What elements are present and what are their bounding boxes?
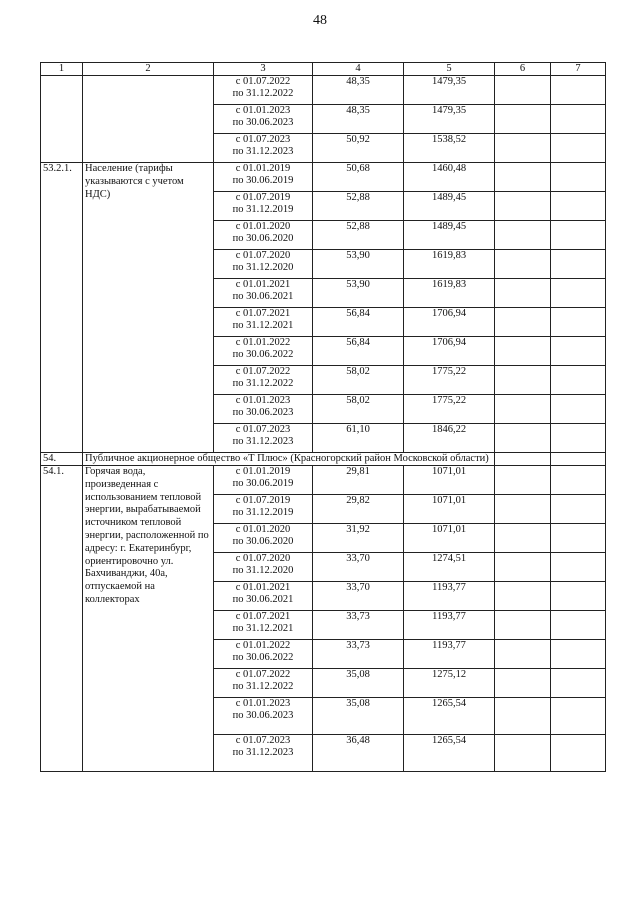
period-cell: [214, 669, 313, 698]
period-cell: [214, 553, 313, 582]
period-to: по 31.12.2020: [232, 262, 294, 273]
value-col5: 1193,77: [404, 611, 495, 640]
period-cell: [214, 611, 313, 640]
period-cell: [214, 735, 313, 772]
value-col6: [495, 466, 551, 495]
period-to: по 30.06.2019: [232, 175, 294, 186]
value-col6: [495, 524, 551, 553]
value-col6: [495, 395, 551, 424]
value-col6: [495, 698, 551, 735]
value-col4: 35,08: [313, 698, 404, 735]
value-col7: [551, 105, 606, 134]
value-col7: [551, 582, 606, 611]
value-col4: 29,81: [313, 466, 404, 495]
value-col7: [551, 735, 606, 772]
period-from: с 01.01.2019: [235, 163, 291, 174]
value-col6: [495, 553, 551, 582]
table-row: [41, 76, 606, 105]
value-col6: [495, 192, 551, 221]
value-col5: 1460,48: [404, 163, 495, 192]
value-col6: [495, 582, 551, 611]
period-cell: [214, 337, 313, 366]
value-col4: 35,08: [313, 669, 404, 698]
item-number: 54.1.: [41, 466, 83, 772]
value-col6: [495, 76, 551, 105]
period-to: по 30.06.2022: [232, 349, 294, 360]
period-cell: [214, 524, 313, 553]
value-col5: 1538,52: [404, 134, 495, 163]
period-to: по 30.06.2022: [232, 652, 294, 663]
value-col4: 33,73: [313, 611, 404, 640]
value-col4: 36,48: [313, 735, 404, 772]
table-row: [41, 466, 606, 495]
value-col4: 58,02: [313, 395, 404, 424]
value-col7: [551, 395, 606, 424]
period-from: с 01.07.2022: [235, 76, 291, 87]
period-from: с 01.01.2020: [235, 524, 291, 535]
table-row: [41, 163, 606, 192]
value-col4: 33,70: [313, 553, 404, 582]
period-to: по 31.12.2022: [232, 378, 294, 389]
period-to: по 31.12.2021: [232, 320, 294, 331]
value-col5: 1071,01: [404, 466, 495, 495]
value-col7: [551, 76, 606, 105]
value-col4: 56,84: [313, 308, 404, 337]
period-from: с 01.07.2019: [235, 495, 291, 506]
period-to: по 30.06.2021: [232, 291, 294, 302]
value-col6: [495, 221, 551, 250]
period-cell: [214, 105, 313, 134]
value-col5: 1265,54: [404, 735, 495, 772]
value-col7: [551, 553, 606, 582]
value-col5: 1846,22: [404, 424, 495, 453]
value-col7: [551, 524, 606, 553]
value-col7: [551, 424, 606, 453]
period-to: по 31.12.2023: [232, 436, 294, 447]
value-col6: [495, 611, 551, 640]
value-col4: 56,84: [313, 337, 404, 366]
period-to: по 30.06.2020: [232, 233, 294, 244]
item-name: Население (тарифы указываются с учетом НДС): [83, 163, 214, 453]
item-name: Горячая вода, произведенная с использованием тепловой энергии, вырабатываемой источником тепловой энергии, расположенной по адресу: г. Екатеринбург, ориентировочно ул. Бахчиванджи, 40а, отпускаемой на коллекторах: [83, 466, 214, 772]
item-number: 54.: [41, 453, 83, 466]
value-col6: [495, 337, 551, 366]
organization-name: Публичное акционерное общество «Т Плюс» (Красногорский район Московской области): [83, 453, 495, 466]
value-col5: 1489,45: [404, 192, 495, 221]
period-from: с 01.01.2023: [235, 395, 291, 406]
period-to: по 31.12.2021: [232, 623, 294, 634]
value-col5: 1489,45: [404, 221, 495, 250]
column-header: 7: [551, 63, 606, 76]
value-col7: [551, 453, 606, 466]
value-col7: [551, 308, 606, 337]
period-cell: [214, 308, 313, 337]
value-col5: 1775,22: [404, 366, 495, 395]
header-row: [41, 63, 606, 76]
value-col5: 1193,77: [404, 640, 495, 669]
period-from: с 01.01.2022: [235, 337, 291, 348]
period-from: с 01.01.2020: [235, 221, 291, 232]
period-cell: [214, 698, 313, 735]
period-to: по 31.12.2023: [232, 747, 294, 758]
value-col5: 1193,77: [404, 582, 495, 611]
value-col4: 53,90: [313, 250, 404, 279]
value-col5: 1619,83: [404, 250, 495, 279]
value-col4: 50,68: [313, 163, 404, 192]
period-cell: [214, 640, 313, 669]
column-header: 6: [495, 63, 551, 76]
value-col4: 31,92: [313, 524, 404, 553]
value-col4: 48,35: [313, 76, 404, 105]
period-cell: [214, 76, 313, 105]
value-col5: 1071,01: [404, 495, 495, 524]
item-number: [41, 76, 83, 163]
value-col5: 1706,94: [404, 337, 495, 366]
value-col6: [495, 366, 551, 395]
period-to: по 31.12.2019: [232, 507, 294, 518]
value-col6: [495, 640, 551, 669]
period-from: с 01.07.2022: [235, 669, 291, 680]
tariff-table: [40, 62, 606, 772]
period-cell: [214, 250, 313, 279]
period-from: с 01.07.2020: [235, 250, 291, 261]
period-from: с 01.01.2019: [235, 466, 291, 477]
value-col7: [551, 611, 606, 640]
value-col4: 61,10: [313, 424, 404, 453]
value-col7: [551, 221, 606, 250]
value-col5: 1479,35: [404, 76, 495, 105]
period-to: по 30.06.2023: [232, 710, 294, 721]
period-cell: [214, 395, 313, 424]
value-col7: [551, 698, 606, 735]
value-col6: [495, 279, 551, 308]
period-to: по 31.12.2022: [232, 681, 294, 692]
value-col5: 1071,01: [404, 524, 495, 553]
value-col4: 52,88: [313, 221, 404, 250]
organization-row: [41, 453, 606, 466]
value-col4: 48,35: [313, 105, 404, 134]
value-col7: [551, 669, 606, 698]
period-cell: [214, 221, 313, 250]
value-col6: [495, 495, 551, 524]
period-from: с 01.07.2020: [235, 553, 291, 564]
value-col4: 53,90: [313, 279, 404, 308]
value-col5: 1479,35: [404, 105, 495, 134]
period-to: по 31.12.2023: [232, 146, 294, 157]
value-col5: 1275,12: [404, 669, 495, 698]
value-col7: [551, 640, 606, 669]
value-col6: [495, 308, 551, 337]
period-from: с 01.01.2022: [235, 640, 291, 651]
period-from: с 01.07.2023: [235, 134, 291, 145]
value-col4: 58,02: [313, 366, 404, 395]
period-cell: [214, 466, 313, 495]
item-name: [83, 76, 214, 163]
period-to: по 31.12.2022: [232, 88, 294, 99]
period-cell: [214, 163, 313, 192]
period-to: по 31.12.2019: [232, 204, 294, 215]
period-cell: [214, 582, 313, 611]
period-from: с 01.07.2023: [235, 424, 291, 435]
value-col7: [551, 192, 606, 221]
period-from: с 01.07.2022: [235, 366, 291, 377]
column-header: 2: [83, 63, 214, 76]
period-from: с 01.07.2019: [235, 192, 291, 203]
value-col7: [551, 495, 606, 524]
value-col6: [495, 424, 551, 453]
value-col6: [495, 453, 551, 466]
period-cell: [214, 366, 313, 395]
value-col5: 1775,22: [404, 395, 495, 424]
value-col5: 1265,54: [404, 698, 495, 735]
value-col6: [495, 669, 551, 698]
column-header: 3: [214, 63, 313, 76]
period-from: с 01.01.2023: [235, 698, 291, 709]
column-header: 5: [404, 63, 495, 76]
value-col4: 33,73: [313, 640, 404, 669]
period-to: по 30.06.2021: [232, 594, 294, 605]
period-cell: [214, 134, 313, 163]
value-col7: [551, 279, 606, 308]
item-number: 53.2.1.: [41, 163, 83, 453]
period-to: по 30.06.2023: [232, 117, 294, 128]
value-col6: [495, 134, 551, 163]
period-from: с 01.01.2021: [235, 279, 291, 290]
value-col5: 1706,94: [404, 308, 495, 337]
value-col4: 29,82: [313, 495, 404, 524]
value-col7: [551, 466, 606, 495]
period-to: по 30.06.2020: [232, 536, 294, 547]
value-col7: [551, 337, 606, 366]
value-col5: 1619,83: [404, 279, 495, 308]
column-header: 1: [41, 63, 83, 76]
period-cell: [214, 424, 313, 453]
period-from: с 01.07.2023: [235, 735, 291, 746]
value-col4: 52,88: [313, 192, 404, 221]
value-col6: [495, 163, 551, 192]
period-cell: [214, 279, 313, 308]
period-cell: [214, 495, 313, 524]
period-to: по 30.06.2023: [232, 407, 294, 418]
period-from: с 01.07.2021: [235, 308, 291, 319]
value-col4: 50,92: [313, 134, 404, 163]
value-col7: [551, 163, 606, 192]
value-col6: [495, 105, 551, 134]
table-body: [41, 76, 606, 772]
period-from: с 01.01.2023: [235, 105, 291, 116]
period-from: с 01.01.2021: [235, 582, 291, 593]
period-from: с 01.07.2021: [235, 611, 291, 622]
value-col6: [495, 735, 551, 772]
period-to: по 31.12.2020: [232, 565, 294, 576]
column-header: 4: [313, 63, 404, 76]
period-to: по 30.06.2019: [232, 478, 294, 489]
value-col7: [551, 250, 606, 279]
value-col5: 1274,51: [404, 553, 495, 582]
period-cell: [214, 192, 313, 221]
value-col7: [551, 134, 606, 163]
value-col7: [551, 366, 606, 395]
page-number: 48: [313, 13, 327, 28]
value-col6: [495, 250, 551, 279]
value-col4: 33,70: [313, 582, 404, 611]
